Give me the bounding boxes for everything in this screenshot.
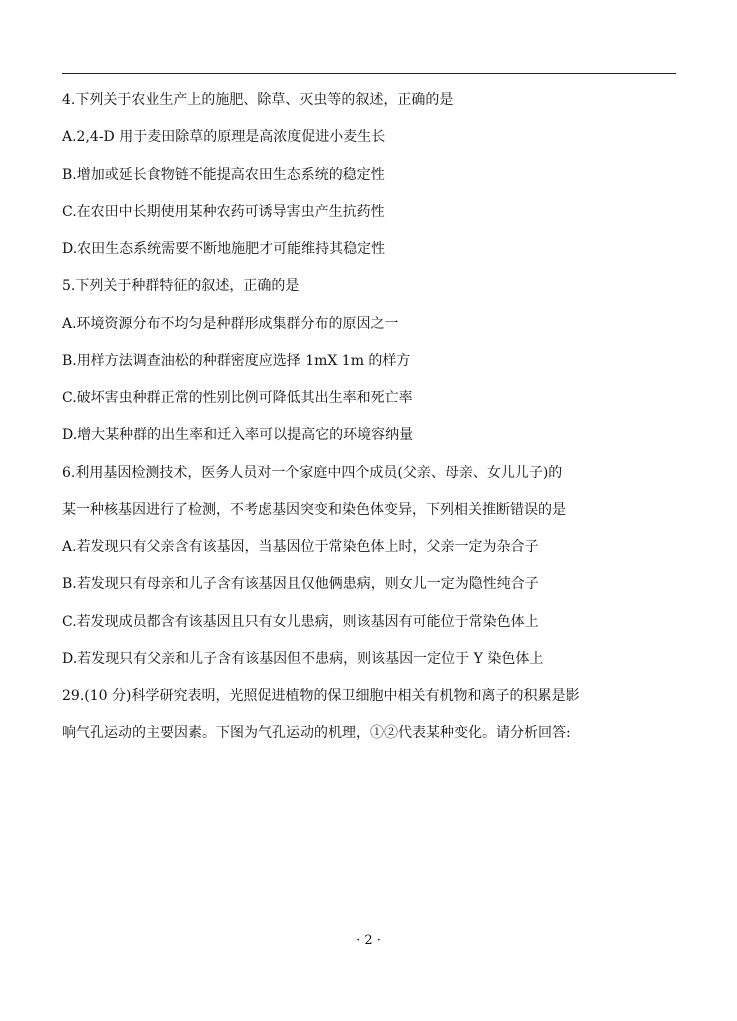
q5-option-b: B.用样方法调查油松的种群密度应选择 1mX 1m 的样方 bbox=[62, 353, 411, 369]
q4-option-a: A.2,4-D 用于麦田除草的原理是高浓度促进小麦生长 bbox=[62, 129, 386, 145]
q4-option-b: B.增加或延长食物链不能提高农田生态系统的稳定性 bbox=[62, 167, 385, 183]
q4-option-d: D.农田生态系统需要不断地施肥才可能维持其稳定性 bbox=[62, 241, 386, 257]
page-number: · 2 · bbox=[356, 933, 381, 948]
q4-stem: 4.下列关于农业生产上的施肥、除草、灭虫等的叙述，正确的是 bbox=[62, 92, 454, 108]
q5-option-c: C.破坏害虫种群正常的性别比例可降低其出生率和死亡率 bbox=[62, 390, 413, 406]
q29-line-2: 响气孔运动的主要因素。下图为气孔运动的机理，①②代表某种变化。请分析回答: bbox=[62, 725, 571, 741]
q5-option-d: D.增大某种群的出生率和迁入率可以提高它的环境容纳量 bbox=[62, 427, 414, 443]
q6-option-c: C.若发现成员都含有该基因且只有女儿患病，则该基因有可能位于常染色体上 bbox=[62, 614, 539, 630]
q6-stem-line-2: 某一种核基因进行了检测，不考虑基因突变和染色体变异，下列相关推断错误的是 bbox=[62, 502, 566, 518]
q6-option-d: D.若发现只有父亲和儿子含有该基因但不患病，则该基因一定位于 Y 染色体上 bbox=[62, 651, 544, 667]
q29-line-1: 29.(10 分)科学研究表明，光照促进植物的保卫细胞中相关有机物和离子的积累是影 bbox=[62, 688, 580, 704]
q5-option-a: A.环境资源分布不均匀是种群形成集群分布的原因之一 bbox=[62, 316, 399, 332]
q6-stem-line-1: 6.利用基因检测技术，医务人员对一个家庭中四个成员(父亲、母亲、女儿儿子)的 bbox=[62, 465, 563, 481]
q5-stem: 5.下列关于种群特征的叙述，正确的是 bbox=[62, 278, 300, 294]
q6-option-a: A.若发现只有父亲含有该基因，当基因位于常染色体上时，父亲一定为杂合子 bbox=[62, 539, 539, 555]
q4-option-c: C.在农田中长期使用某种农药可诱导害虫产生抗药性 bbox=[62, 204, 385, 220]
header-rule bbox=[62, 73, 676, 74]
q6-option-b: B.若发现只有母亲和儿子含有该基因且仅他俩患病，则女儿一定为隐性纯合子 bbox=[62, 576, 539, 592]
